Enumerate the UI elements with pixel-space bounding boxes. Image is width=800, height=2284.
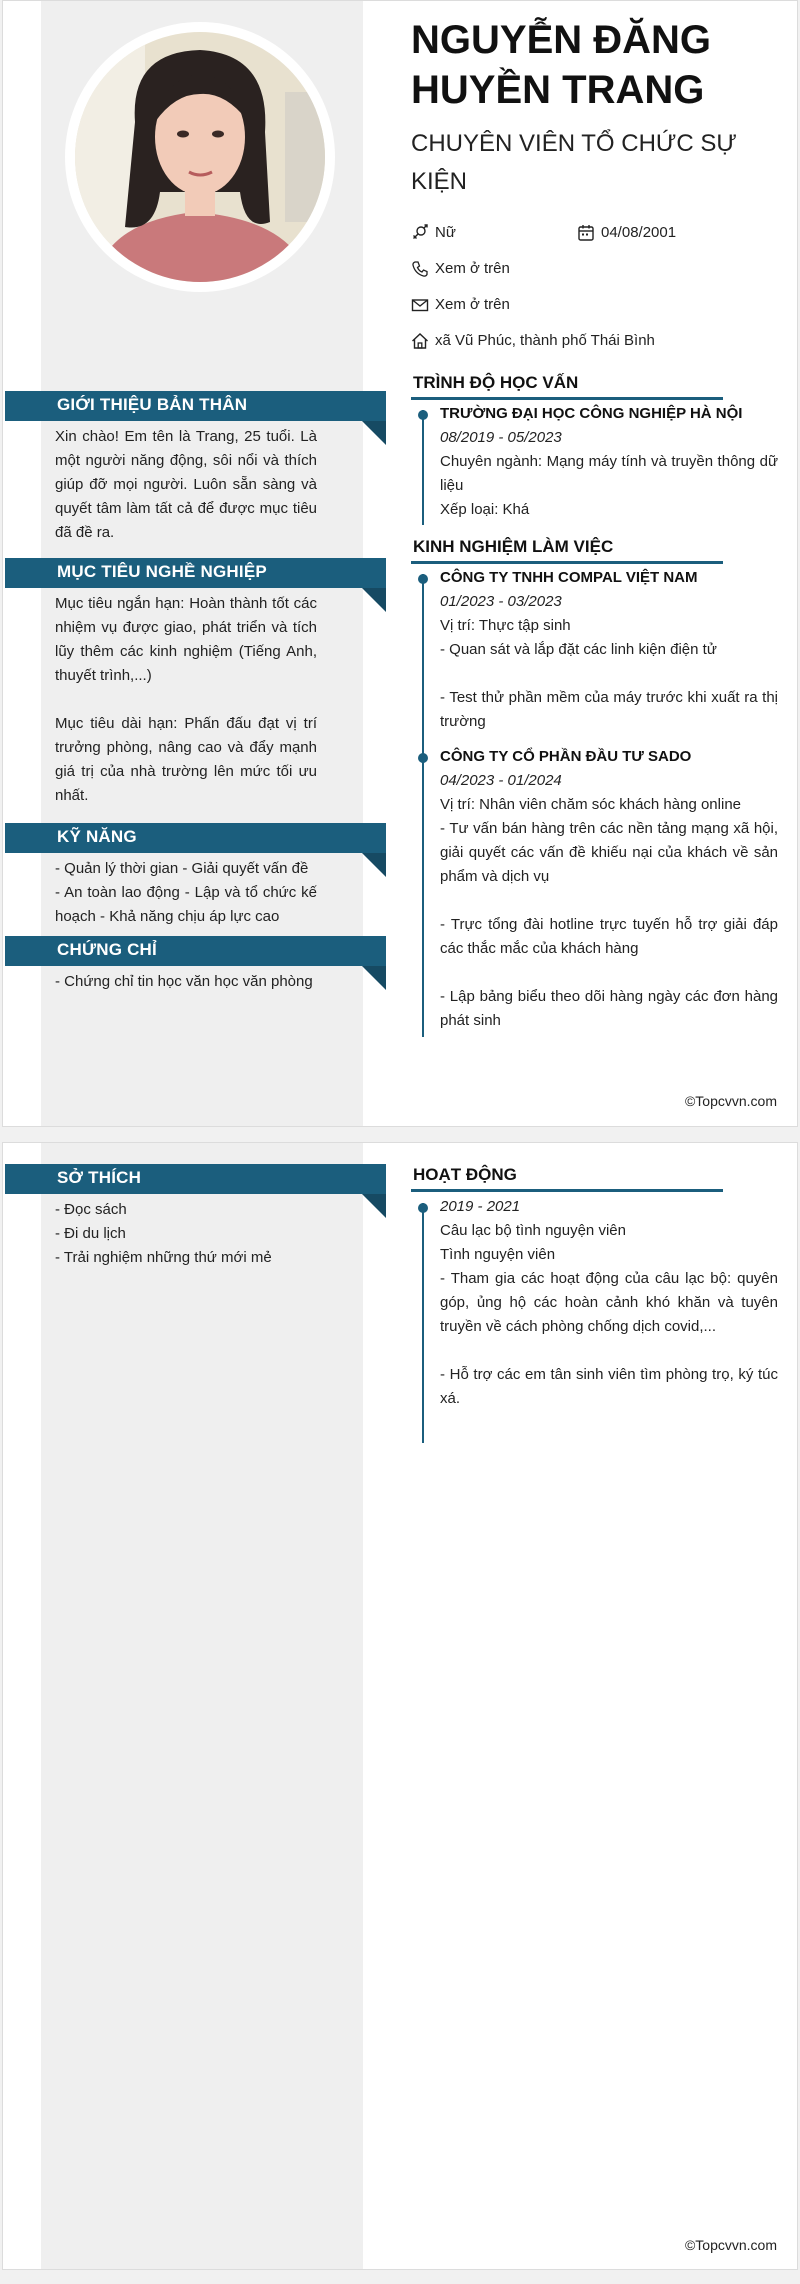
intro-text <box>55 425 317 545</box>
goals-heading-fold <box>362 588 386 612</box>
birthdate-row <box>577 223 676 243</box>
education-date: 08/2019 - 05/2023 <box>440 429 562 446</box>
certs-text <box>55 970 317 994</box>
activities-heading: HOẠT ĐỘNG <box>413 1165 517 1184</box>
hobbies-heading-fold <box>362 1194 386 1218</box>
experience-entry <box>440 745 778 1033</box>
cv-page-1 <box>2 0 798 1127</box>
experience-date: 01/2023 - 03/2023 <box>440 593 562 610</box>
education-timeline-dot <box>418 410 428 420</box>
intro-paragraph: Xin chào! Em tên là Trang, 25 tuổi. Là một người năng động, sôi nổi và thích giúp đỡ mọi người. Luôn sẵn sàng và quyết tâm làm tất cả để được mục tiêu đã đề ra. <box>55 428 317 541</box>
address-value: xã Vũ Phúc, thành phố Thái Bình <box>435 332 655 349</box>
intro-heading: GIỚI THIỆU BẢN THÂN <box>5 391 386 421</box>
skills-heading-fold <box>362 853 386 877</box>
skills-heading: KỸ NĂNG <box>5 823 386 853</box>
hobbies-text <box>55 1198 317 1270</box>
activities-timeline-dot <box>418 1203 428 1213</box>
experience-company: CÔNG TY TNHH COMPAL VIỆT NAM <box>440 569 698 586</box>
phone-row <box>411 259 510 279</box>
certs-paragraph: - Chứng chỉ tin học văn học văn phòng <box>55 973 313 990</box>
avatar <box>75 32 325 282</box>
candidate-name: NGUYỄN ĐĂNG HUYỀN TRANG <box>411 18 712 112</box>
avatar-photo-illustration <box>75 32 325 282</box>
education-heading-line <box>411 397 723 400</box>
email-value: Xem ở trên <box>435 296 510 313</box>
hobbies-paragraph: - Đọc sách - Đi du lịch - Trải nghiệm những thứ mới mẻ <box>55 1201 272 1266</box>
sidebar-background <box>41 1143 363 2269</box>
phone-icon <box>411 260 429 278</box>
birthdate-value: 04/08/2001 <box>601 224 677 241</box>
activity-date: 2019 - 2021 <box>440 1198 521 1215</box>
email-row <box>411 295 510 315</box>
experience-heading-line <box>411 561 723 564</box>
education-entry <box>440 402 778 522</box>
goals-text <box>55 592 317 808</box>
home-icon <box>411 332 429 350</box>
calendar-icon <box>577 224 595 242</box>
gender-icon <box>411 224 429 242</box>
goals-heading: MỤC TIÊU NGHỀ NGHIỆP <box>5 558 386 588</box>
education-timeline <box>422 410 424 525</box>
experience-timeline-dot-2 <box>418 753 428 763</box>
experience-timeline <box>422 574 424 1037</box>
hobbies-heading: SỞ THÍCH <box>5 1164 386 1194</box>
gender-value: Nữ <box>435 224 456 241</box>
experience-company: CÔNG TY CỔ PHẦN ĐẦU TƯ SADO <box>440 748 692 765</box>
education-school: TRƯỜNG ĐẠI HỌC CÔNG NGHIỆP HÀ NỘI <box>440 405 743 422</box>
education-heading: TRÌNH ĐỘ HỌC VẤN <box>413 373 579 392</box>
goals-paragraph: Mục tiêu ngắn hạn: Hoàn thành tốt các nhiệm vụ được giao, phát triển và tích lũy thêm các kinh nghiệm (Tiếng Anh, thuyết trình,...) Mục tiêu dài hạn: Phấn đấu đạt vị trí trưởng phòng, nâng cao và đẩy mạnh giá trị của nhà trường lên mức tối ưu nhất. <box>55 595 317 804</box>
certs-heading: CHỨNG CHỈ <box>5 936 386 966</box>
activity-entry <box>440 1195 778 1411</box>
gender-row <box>411 223 456 243</box>
experience-desc: Vị trí: Thực tập sinh - Quan sát và lắp đặt các linh kiện điện tử - Test thử phần mềm của máy trước khi xuất ra thị trường <box>440 617 778 730</box>
experience-heading: KINH NGHIỆM LÀM VIỆC <box>413 537 614 556</box>
phone-value: Xem ở trên <box>435 260 510 277</box>
intro-heading-fold <box>362 421 386 445</box>
activities-heading-line <box>411 1189 723 1192</box>
skills-paragraph: - Quản lý thời gian - Giải quyết vấn đề - An toàn lao động - Lập và tổ chức kế hoạch - Khả năng chịu áp lực cao <box>55 860 317 925</box>
experience-timeline-dot-1 <box>418 574 428 584</box>
footer-credit: ©Topcvvn.com <box>684 2237 777 2253</box>
activities-timeline <box>422 1203 424 1443</box>
education-desc: Chuyên ngành: Mạng máy tính và truyền thông dữ liệu Xếp loại: Khá <box>440 453 778 518</box>
cv-page-2 <box>2 1142 798 2270</box>
email-icon <box>411 296 429 314</box>
address-row <box>411 331 655 351</box>
skills-text <box>55 857 317 929</box>
footer-credit: ©Topcvvn.com <box>684 1093 777 1109</box>
job-title: CHUYÊN VIÊN TỔ CHỨC SỰ KIỆN <box>411 130 737 195</box>
experience-desc: Vị trí: Nhân viên chăm sóc khách hàng online - Tư vấn bán hàng trên các nền tảng mạng xã hội, giải quyết các vấn đề khiếu nại của khách về sản phẩm và dịch vụ - Trực tổng đài hotline trực tuyến hỗ trợ giải đáp các thắc mắc của khách hàng - Lập bảng biểu theo dõi hàng ngày các đơn hàng phát sinh <box>440 796 778 1029</box>
experience-entry <box>440 566 778 734</box>
activity-desc: Câu lạc bộ tình nguyện viên Tình nguyện viên - Tham gia các hoạt động của câu lạc bộ: quyên góp, ủng hộ các hoàn cảnh khó khăn và tuyên truyền về cách phòng chống dịch covid,... - Hỗ trợ các em tân sinh viên tìm phòng trọ, ký túc xá. <box>440 1222 778 1407</box>
certs-heading-fold <box>362 966 386 990</box>
experience-date: 04/2023 - 01/2024 <box>440 772 562 789</box>
